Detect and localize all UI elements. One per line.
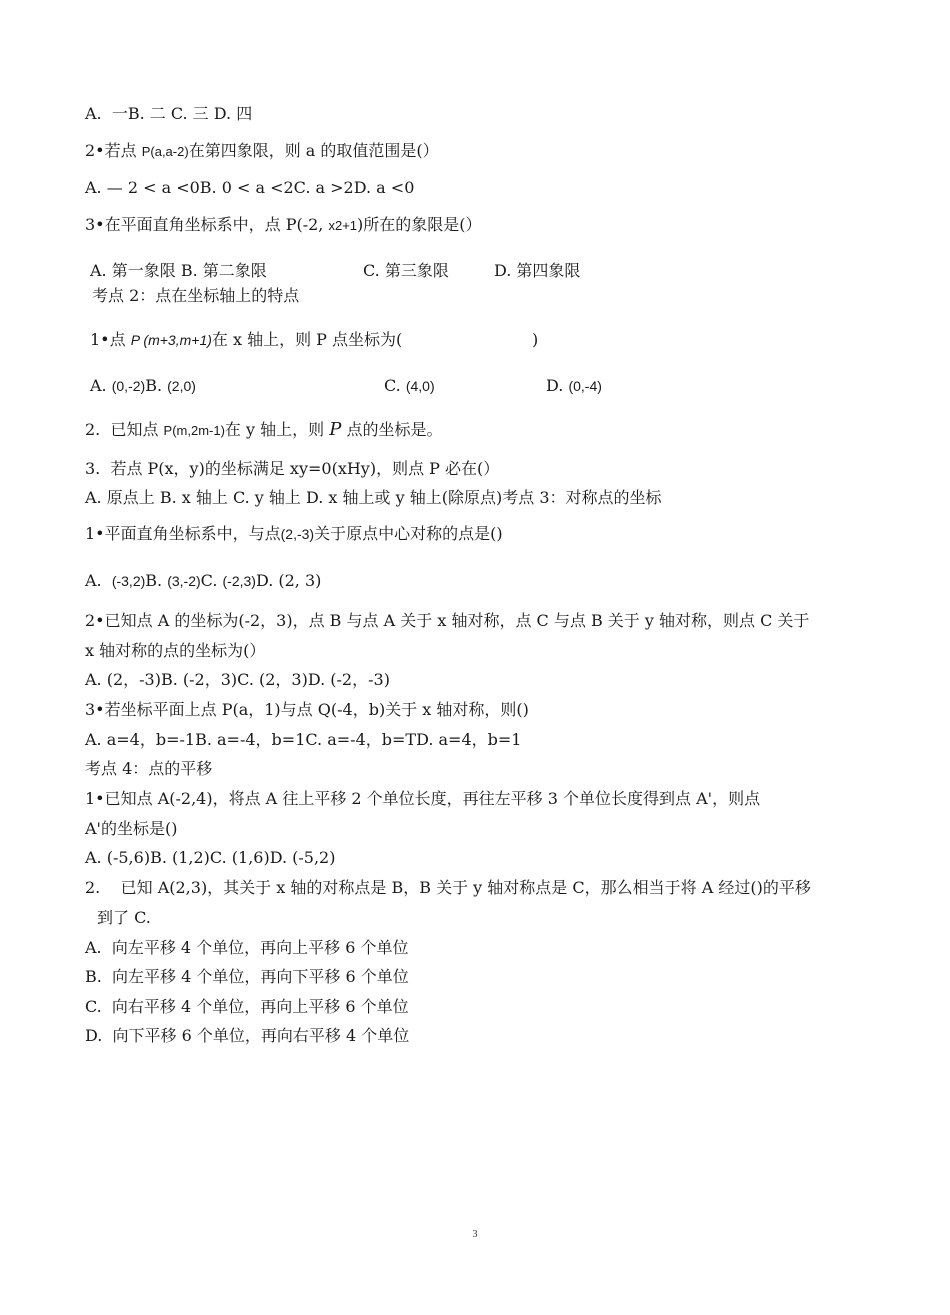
text-line: A. (-5,6)B. (1,2)C. (1,6)D. (-5,2)	[85, 848, 336, 867]
text-line: 1•平面直角坐标系中，与点(2,-3)关于原点中心对称的点是()	[85, 524, 503, 543]
text-line: A. 原点上 B. x 轴上 C. y 轴上 D. x 轴上或 y 轴上(除原点)考点 3：对称点的坐标	[85, 488, 662, 507]
text-line: 3. 若点 P(x，y)的坐标满足 xy=0(xHy)，则点 P 必在(）	[85, 459, 500, 478]
text-line: A'的坐标是()	[85, 819, 178, 838]
option-line: D. 向下平移 6 个单位，再向右平移 4 个单位	[85, 1026, 410, 1045]
option-line: C. 向右平移 4 个单位，再向上平移 6 个单位	[85, 997, 409, 1016]
section-heading: 考点 2：点在坐标轴上的特点	[92, 286, 300, 305]
text-line: 1•已知点 A(-2,4)，将点 A 往上平移 2 个单位长度，再往左平移 3 个单位长度得到点 A'，则点	[85, 789, 761, 808]
section-heading: 考点 4：点的平移	[85, 759, 213, 778]
text-line: 1•点 P (m+3,m+1)在 x 轴上，则 P 点坐标为( )	[90, 330, 539, 349]
text-line: 3•在平面直角坐标系中，点 P(-2, x2+1)所在的象限是(）	[85, 215, 482, 234]
text-line: x 轴对称的点的坐标为(）	[85, 641, 266, 660]
text-line: A. (-3,2)B. (3,-2)C. (-2,3)D. (2, 3)	[85, 571, 322, 590]
text-line: 2•若点 P(a,a-2)在第四象限，则 a 的取值范围是(）	[85, 141, 439, 160]
text-line: A. — 2 < a <0B. 0 < a <2C. a >2D. a <0	[85, 178, 415, 197]
page-number: 3	[472, 1229, 478, 1240]
text-line: 2•已知点 A 的坐标为(-2，3)，点 B 与点 A 关于 x 轴对称，点 C 与点 B 关于 y 轴对称，则点 C 关于	[85, 611, 810, 630]
text-line: 2. 已知点 P(m,2m-1)在 y 轴上，则 P 点的坐标是。	[85, 419, 443, 440]
text-line: A. (2，-3)B. (-2，3)C. (2，3)D. (-2，-3)	[85, 670, 390, 689]
text-line: A. 一B. 二 C. 三 D. 四	[85, 104, 253, 123]
option-line: B. 向左平移 4 个单位，再向下平移 6 个单位	[85, 967, 409, 986]
option-line: A. 向左平移 4 个单位，再向上平移 6 个单位	[85, 938, 409, 957]
text-line: A. (0,-2)B. (2,0) C. (4,0) D. (0,-4)	[90, 376, 602, 395]
text-line: 2. 已知 A(2,3)，其关于 x 轴的对称点是 B，B 关于 y 轴对称点是 C，那么相当于将 A 经过()的平移	[85, 878, 811, 897]
text-line: A. a=4，b=-1B. a=-4，b=1C. a=-4，b=TD. a=4，b=1	[85, 730, 522, 749]
text-line: 到了 C.	[97, 908, 151, 927]
text-line: 3•若坐标平面上点 P(a，1)与点 Q(-4，b)关于 x 轴对称，则()	[85, 700, 529, 719]
text-line: A. 第一象限 B. 第二象限 C. 第三象限 D. 第四象限	[90, 261, 581, 280]
